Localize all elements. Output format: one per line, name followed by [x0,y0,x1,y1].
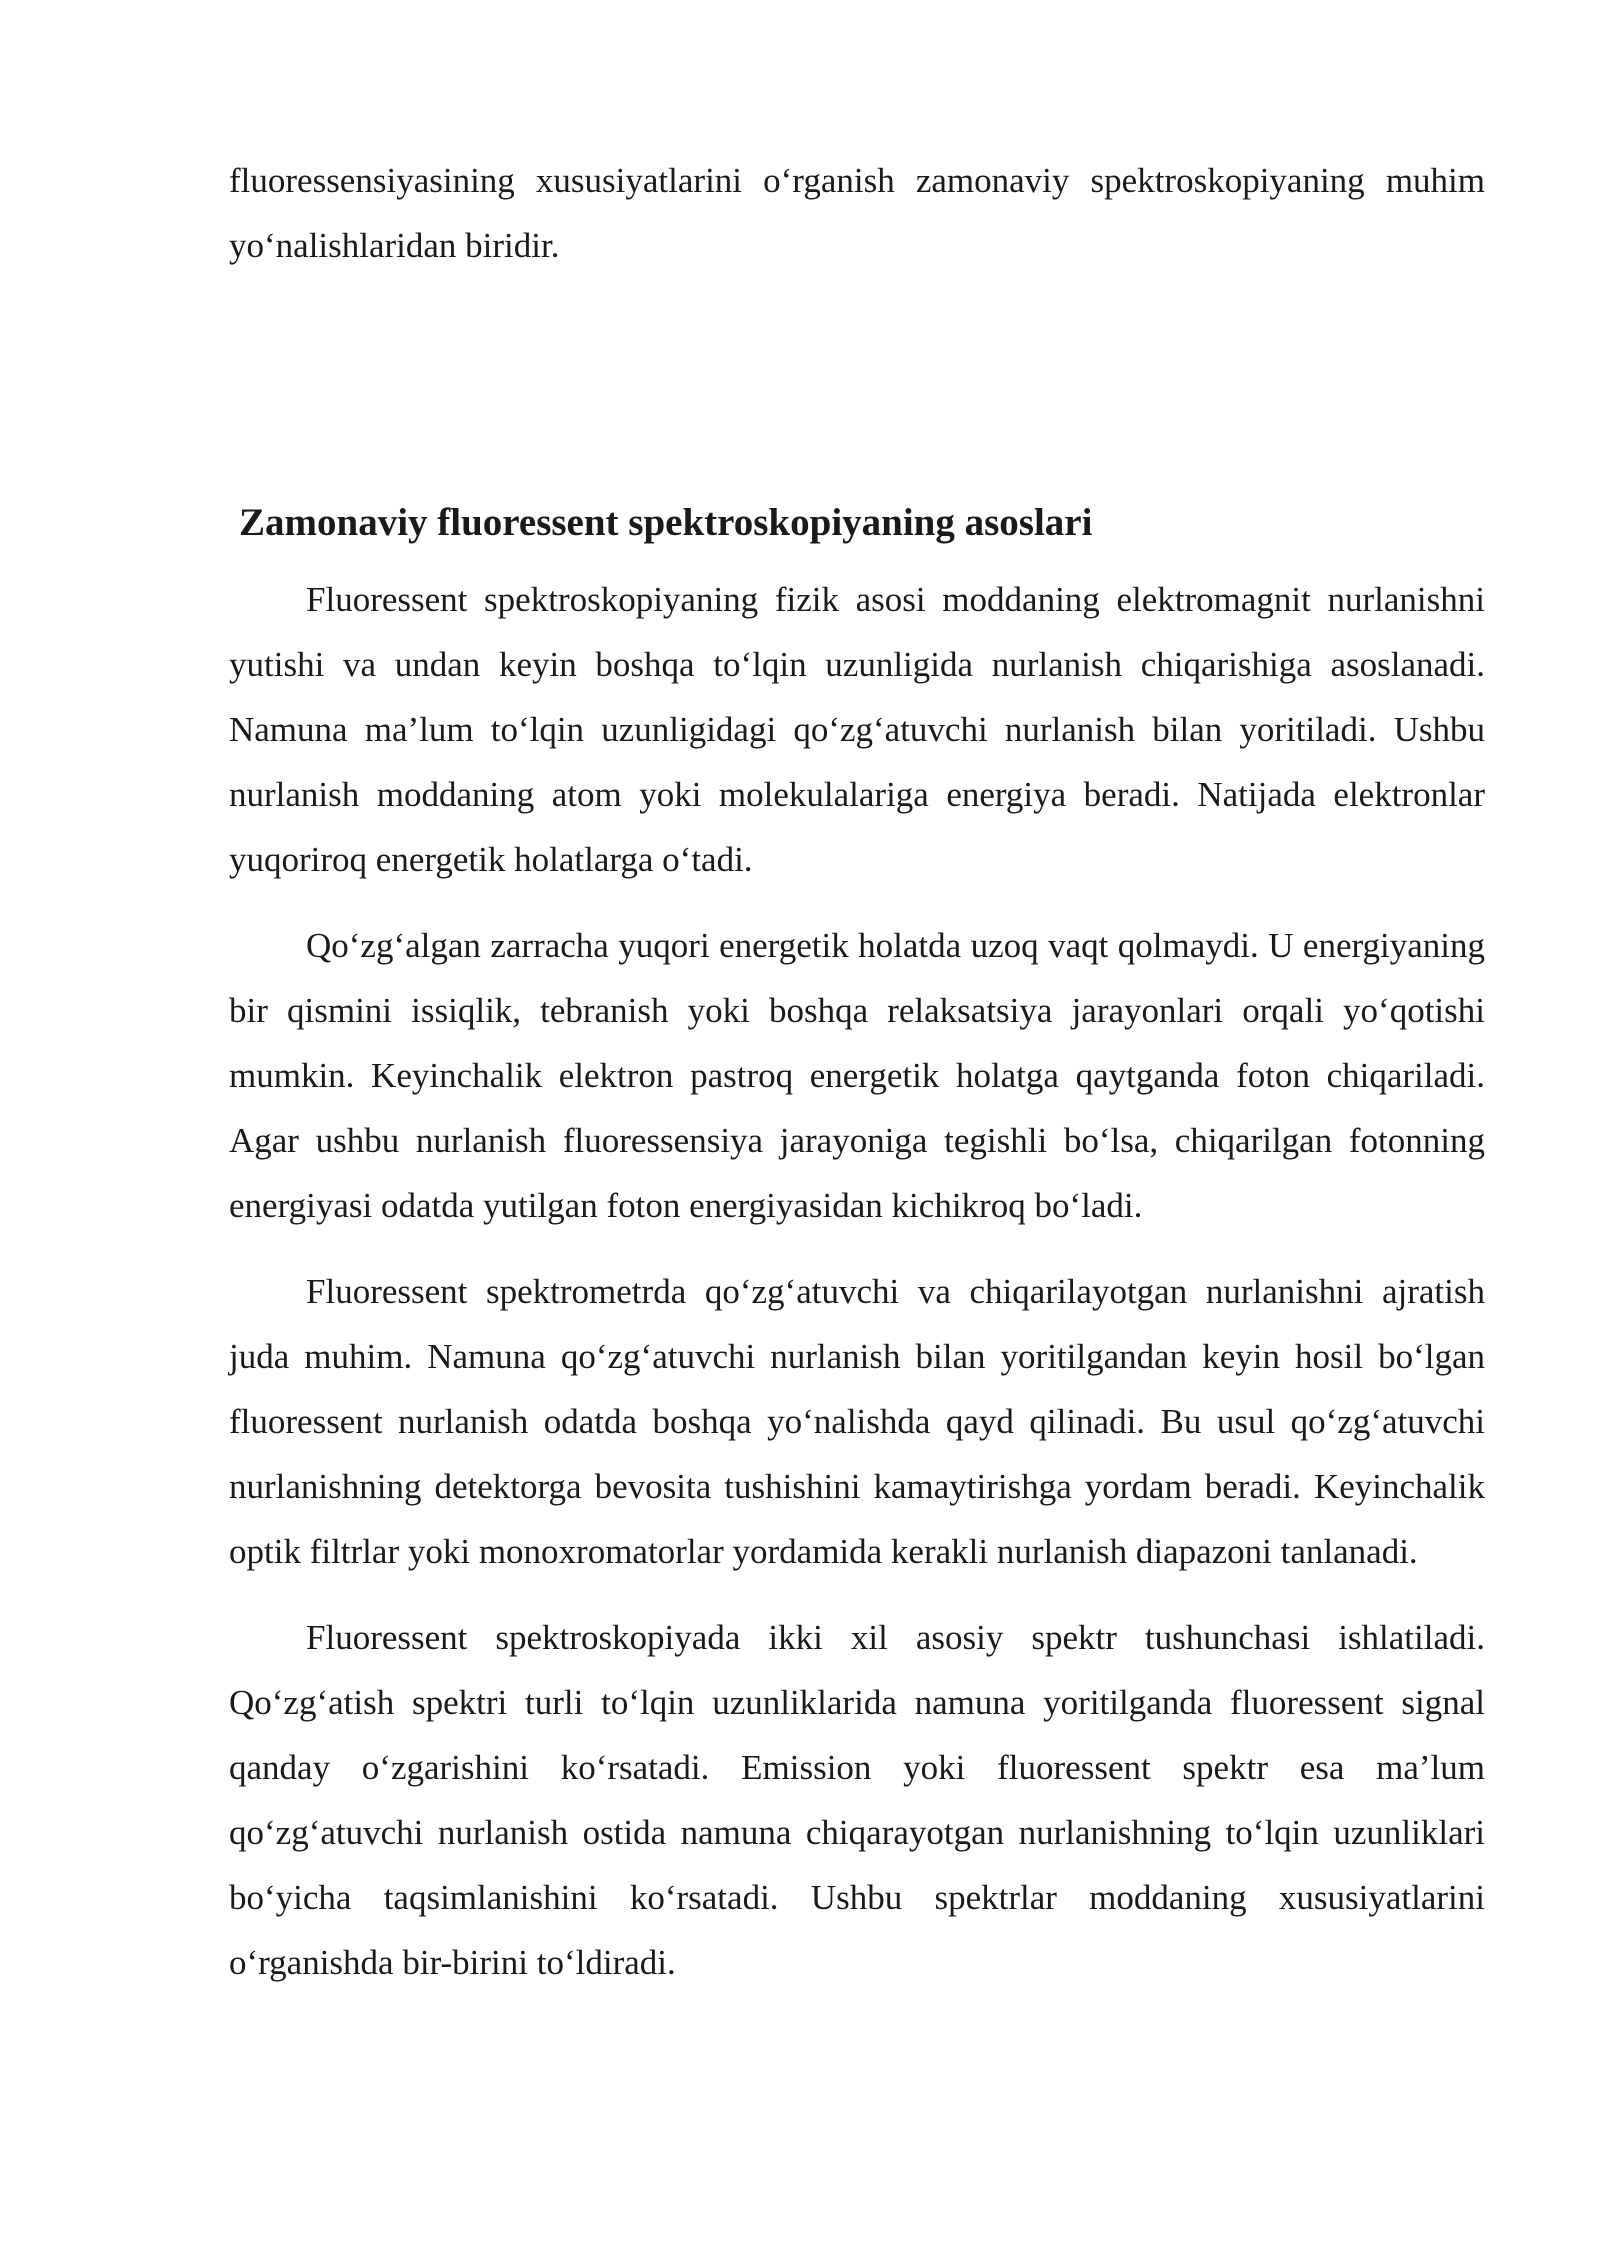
body-paragraph-3: Fluoressent spektrometrda qo‘zg‘atuvchi va chiqarilayotgan nurlanishni ajratish juda muhim. Namuna qo‘zg‘atuvchi nurlanish bilan yoritilgandan keyin hosil bo‘lgan fluoressent nurlanish odatda boshqa yo‘nalishda qayd qilinadi. Bu usul qo‘zg‘atuvchi nurlanishning detektorga bevosita tushishini kamaytirishga yordam beradi. Keyinchalik optik filtrlar yoki monoxromatorlar yordamida kerakli nurlanish diapazoni tanlanadi. [229,1272,1485,1571]
intro-paragraph: fluoressensiyasining xususiyatlarini o‘rganish zamonaviy spektroskopiyaning muhim yo‘nalishlaridan biridir. [229,161,1485,265]
body-paragraph-4: Fluoressent spektroskopiyada ikki xil asosiy spektr tushunchasi ishlatiladi. Qo‘zg‘atish spektri turli to‘lqin uzunliklarida namuna yoritilganda fluoressent signal qanday o‘zgarishini ko‘rsatadi. Emission yoki fluoressent spektr esa ma’lum qo‘zg‘atuvchi nurlanish ostida namuna chiqarayotgan nurlanishning to‘lqin uzunliklari bo‘yicha taqsimlanishini ko‘rsatadi. Ushbu spektrlar moddaning xususiyatlarini o‘rganishda bir-birini to‘ldiradi. [229,1618,1485,1982]
page-content [229,148,1485,2016]
body-paragraph-2: Qo‘zg‘algan zarracha yuqori energetik holatda uzoq vaqt qolmaydi. U energiyaning bir qismini issiqlik, tebranish yoki boshqa relaksatsiya jarayonlari orqali yo‘qotishi mumkin. Keyinchalik elektron pastroq energetik holatga qaytganda foton chiqariladi. Agar ushbu nurlanish fluoressensiya jarayoniga tegishli bo‘lsa, chiqarilgan fotonning energiyasi odatda yutilgan foton energiyasidan kichikroq bo‘ladi. [229,926,1485,1225]
body-paragraph-1: Fluoressent spektroskopiyaning fizik asosi moddaning elektromagnit nurlanishni yutishi va undan keyin boshqa to‘lqin uzunligida nurlanish chiqarishiga asoslanadi. Namuna ma’lum to‘lqin uzunligidagi qo‘zg‘atuvchi nurlanish bilan yoritiladi. Ushbu nurlanish moddaning atom yoki molekulalariga energiya beradi. Natijada elektronlar yuqoriroq energetik holatlarga o‘tadi. [229,580,1485,879]
section-title: Zamonaviy fluoressent spektroskopiyaning asoslari [239,501,1093,544]
